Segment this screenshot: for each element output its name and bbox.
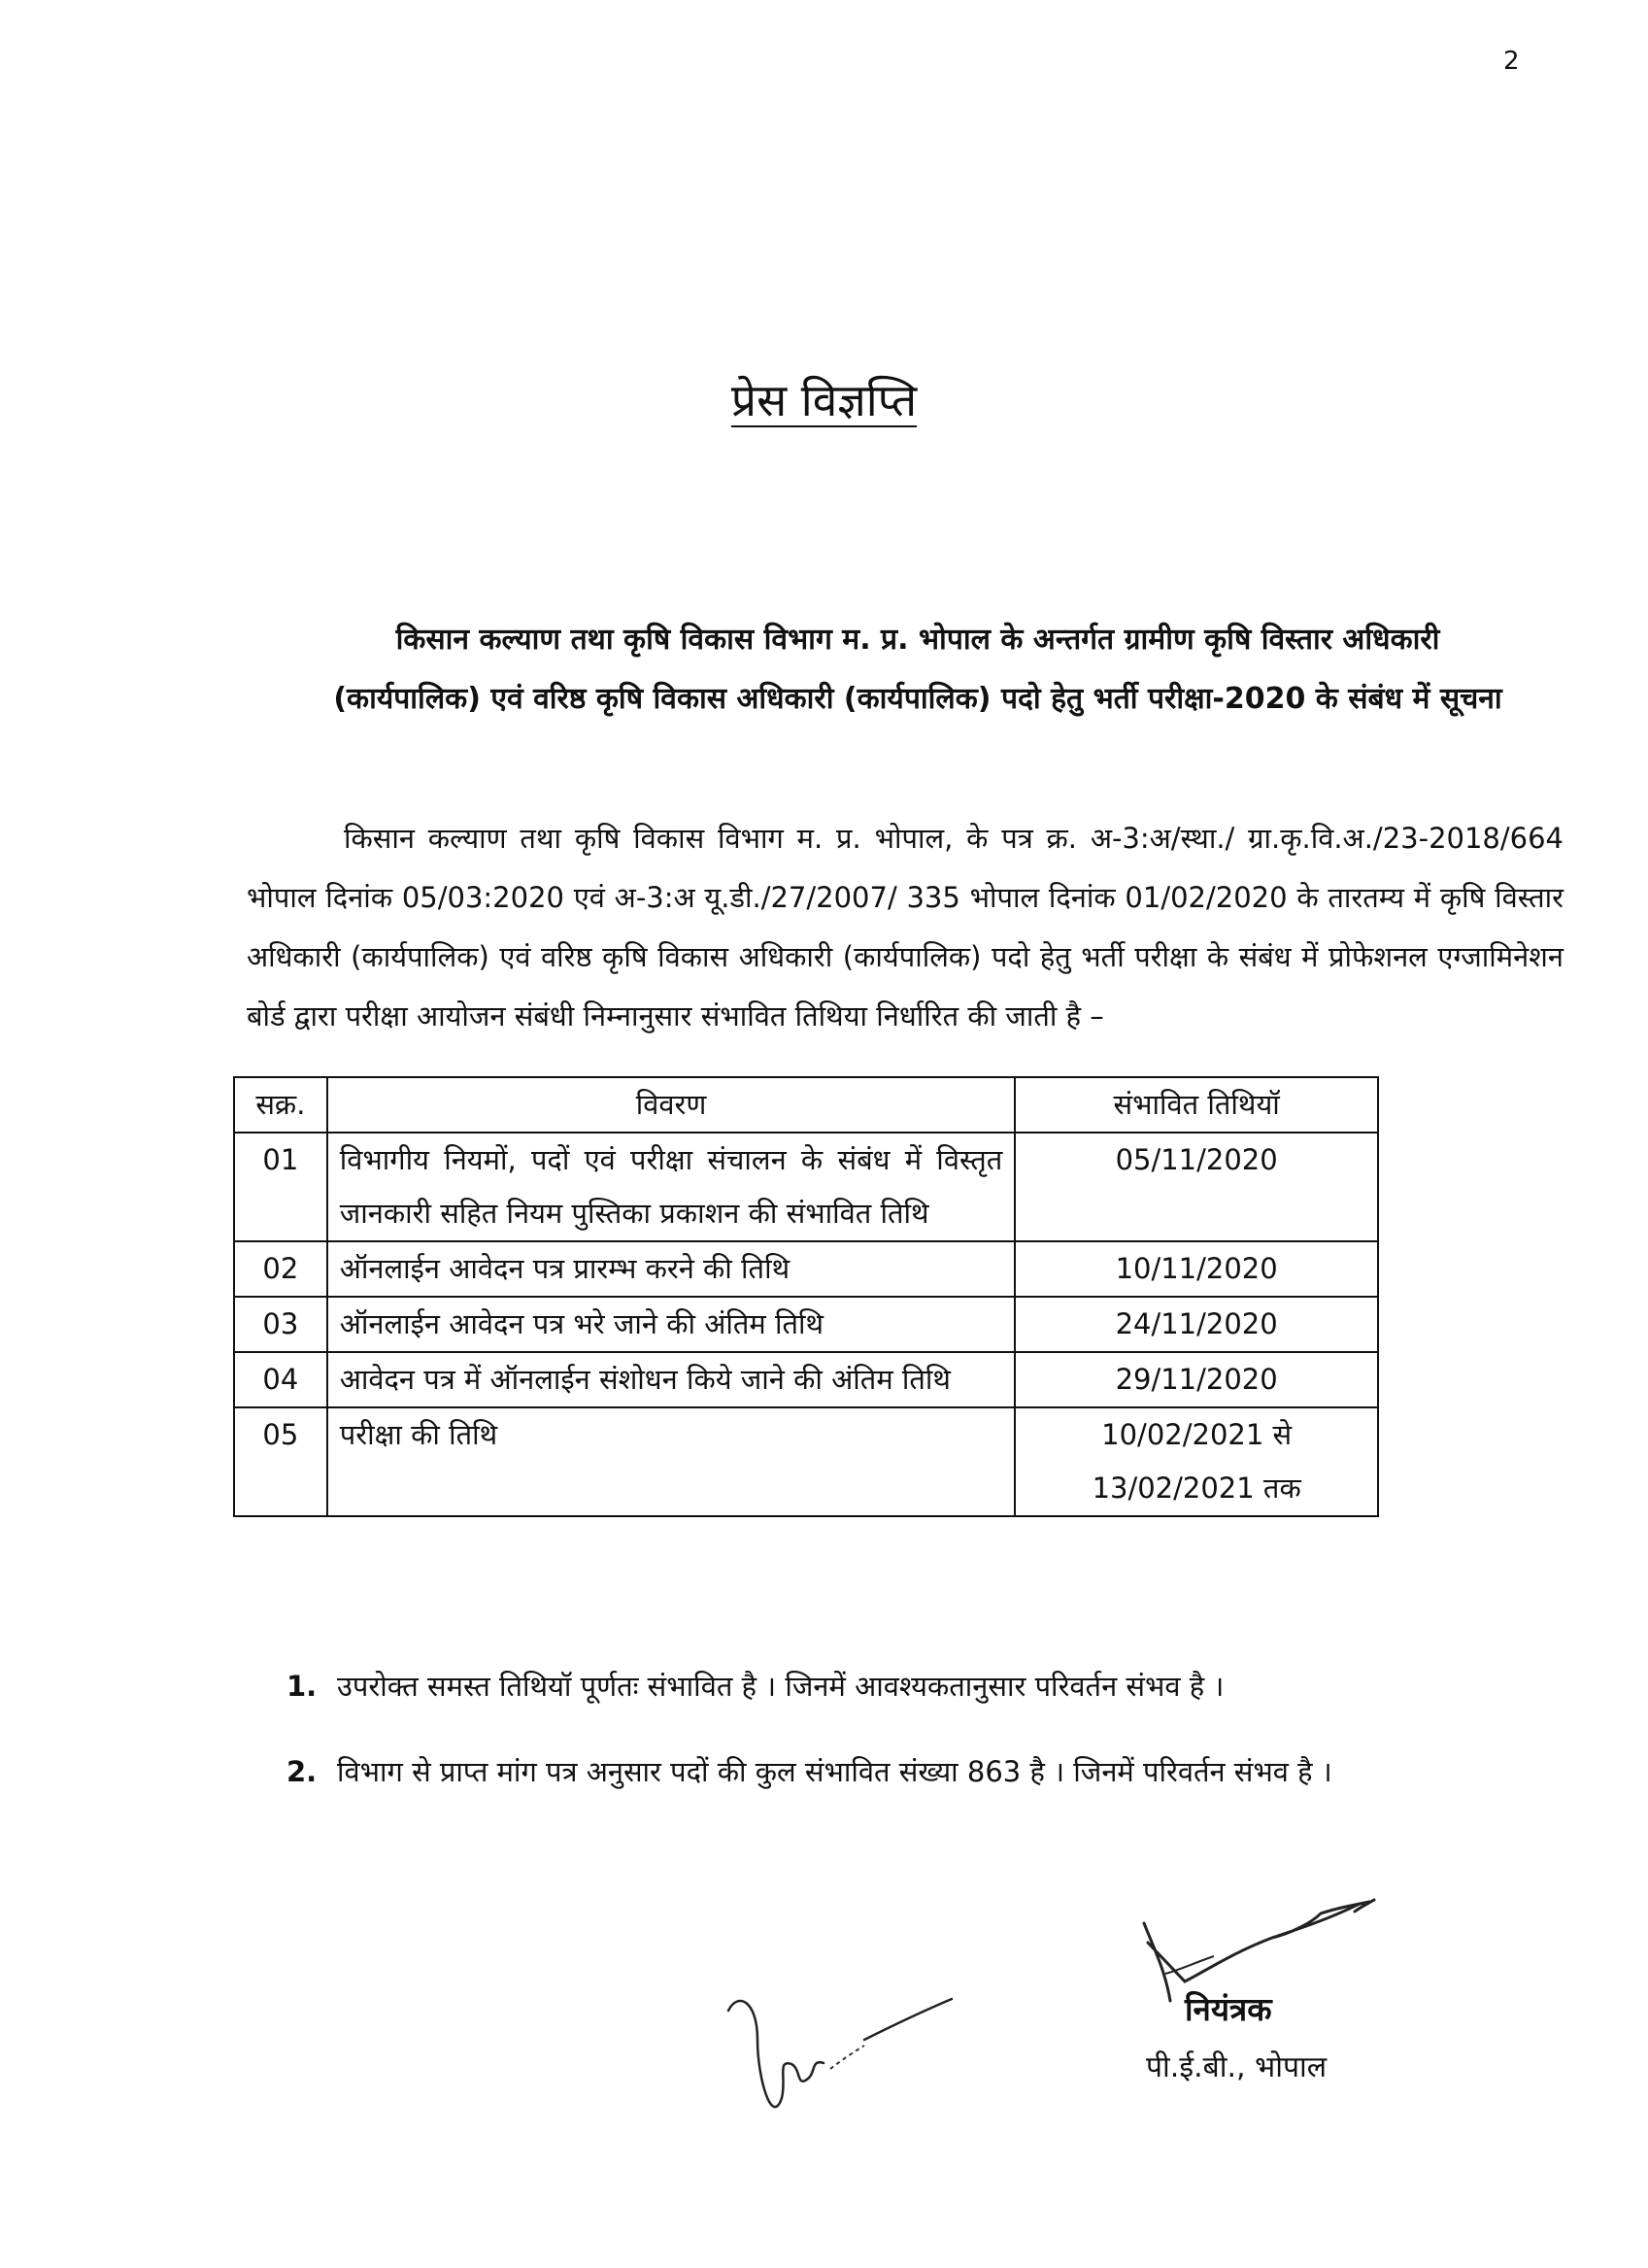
row-description: ऑनलाईन आवेदन पत्र प्रारम्भ करने की तिथि: [327, 1241, 1016, 1297]
table-row: [234, 1407, 1378, 1516]
notes-list: [286, 1656, 1539, 1827]
header-sno: सक्र.: [234, 1077, 327, 1133]
note-number: 2.: [286, 1755, 318, 1788]
table-row: [234, 1241, 1378, 1297]
row-description: विभागीय नियमों, पदों एवं परीक्षा संचालन के संबंध में विस्तृत जानकारी सहित नियम पुस्तिका प्रकाशन की संभावित तिथि: [327, 1133, 1016, 1241]
list-item: [286, 1656, 1539, 1716]
page-number: 2: [1503, 47, 1520, 76]
list-item: [286, 1742, 1539, 1802]
schedule-table: [233, 1076, 1379, 1517]
row-date: 24/11/2020: [1015, 1297, 1378, 1352]
initials-signature: [719, 1981, 971, 2137]
row-description: परीक्षा की तिथि: [327, 1407, 1016, 1516]
note-text: उपरोक्त समस्त तिथियॉ पूर्णतः संभावित है । जिनमें आवश्यकतानुसार परिवर्तन संभव है ।: [337, 1670, 1225, 1703]
row-sno: 03: [234, 1297, 327, 1352]
row-description: ऑनलाईन आवेदन पत्र भरे जाने की अंतिम तिथि: [327, 1297, 1016, 1352]
table-row: [234, 1133, 1378, 1241]
row-description: आवेदन पत्र में ऑनलाईन संशोधन किये जाने की अंतिम तिथि: [327, 1352, 1016, 1407]
row-date-from: 10/02/2021 से: [1101, 1418, 1293, 1451]
row-date: 10/11/2020: [1015, 1241, 1378, 1297]
table-row: [234, 1297, 1378, 1352]
header-dates: संभावित तिथियॉ: [1015, 1077, 1378, 1133]
page-title: प्रेस विज्ञप्ति: [730, 374, 918, 426]
row-sno: 02: [234, 1241, 327, 1297]
note-number: 1.: [286, 1670, 318, 1703]
row-sno: 01: [234, 1133, 327, 1241]
notice-body: किसान कल्याण तथा कृषि विकास विभाग म. प्र. भोपाल, के पत्र क्र. अ-3:अ/स्था./ ग्रा.कृ.वि.अ./23-2018/664 भोपाल दिनांक 05/03:2020 एवं अ-3:अ यू.डी./27/2007/ 335 भोपाल दिनांक 01/02/2020 के तारतम्य में कृषि विस्तार अधिकारी (कार्यपालिक) एवं वरिष्ठ कृषि विकास अधिकारी (कार्यपालिक) पदो हेतु भर्ती परीक्षा के संबंध में प्रोफेशनल एग्जामिनेशन बोर्ड द्वारा परीक्षा आयोजन संबंधी निम्नानुसार संभावित तिथिया निर्धारित की जाती है –: [247, 822, 1564, 1032]
header-description: विवरण: [327, 1077, 1016, 1133]
notice-subject: किसान कल्याण तथा कृषि विकास विभाग म. प्र. भोपाल के अन्तर्गत ग्रामीण कृषि विस्तार अधिकारी (कार्यपालिक) एवं वरिष्ठ कृषि विकास अधिकारी (कार्यपालिक) पदो हेतु भर्ती परीक्षा-2020 के संबंध में सूचना: [333, 623, 1502, 716]
row-sno: 05: [234, 1407, 327, 1516]
signatory-office: पी.ई.बी., भोपाल: [1146, 2050, 1328, 2084]
row-date-range: [1015, 1407, 1378, 1516]
note-text: विभाग से प्राप्त मांग पत्र अनुसार पदों की कुल संभावित संख्या 863 है । जिनमें परिवर्तन संभव है ।: [337, 1755, 1332, 1788]
row-date-to: 13/02/2021 तक: [1092, 1472, 1301, 1505]
row-date: 29/11/2020: [1015, 1352, 1378, 1407]
row-sno: 04: [234, 1352, 327, 1407]
table-header-row: [234, 1077, 1378, 1133]
table-row: [234, 1352, 1378, 1407]
signatory-designation: नियंत्रक: [1185, 1990, 1272, 2028]
row-date: 05/11/2020: [1015, 1133, 1378, 1241]
